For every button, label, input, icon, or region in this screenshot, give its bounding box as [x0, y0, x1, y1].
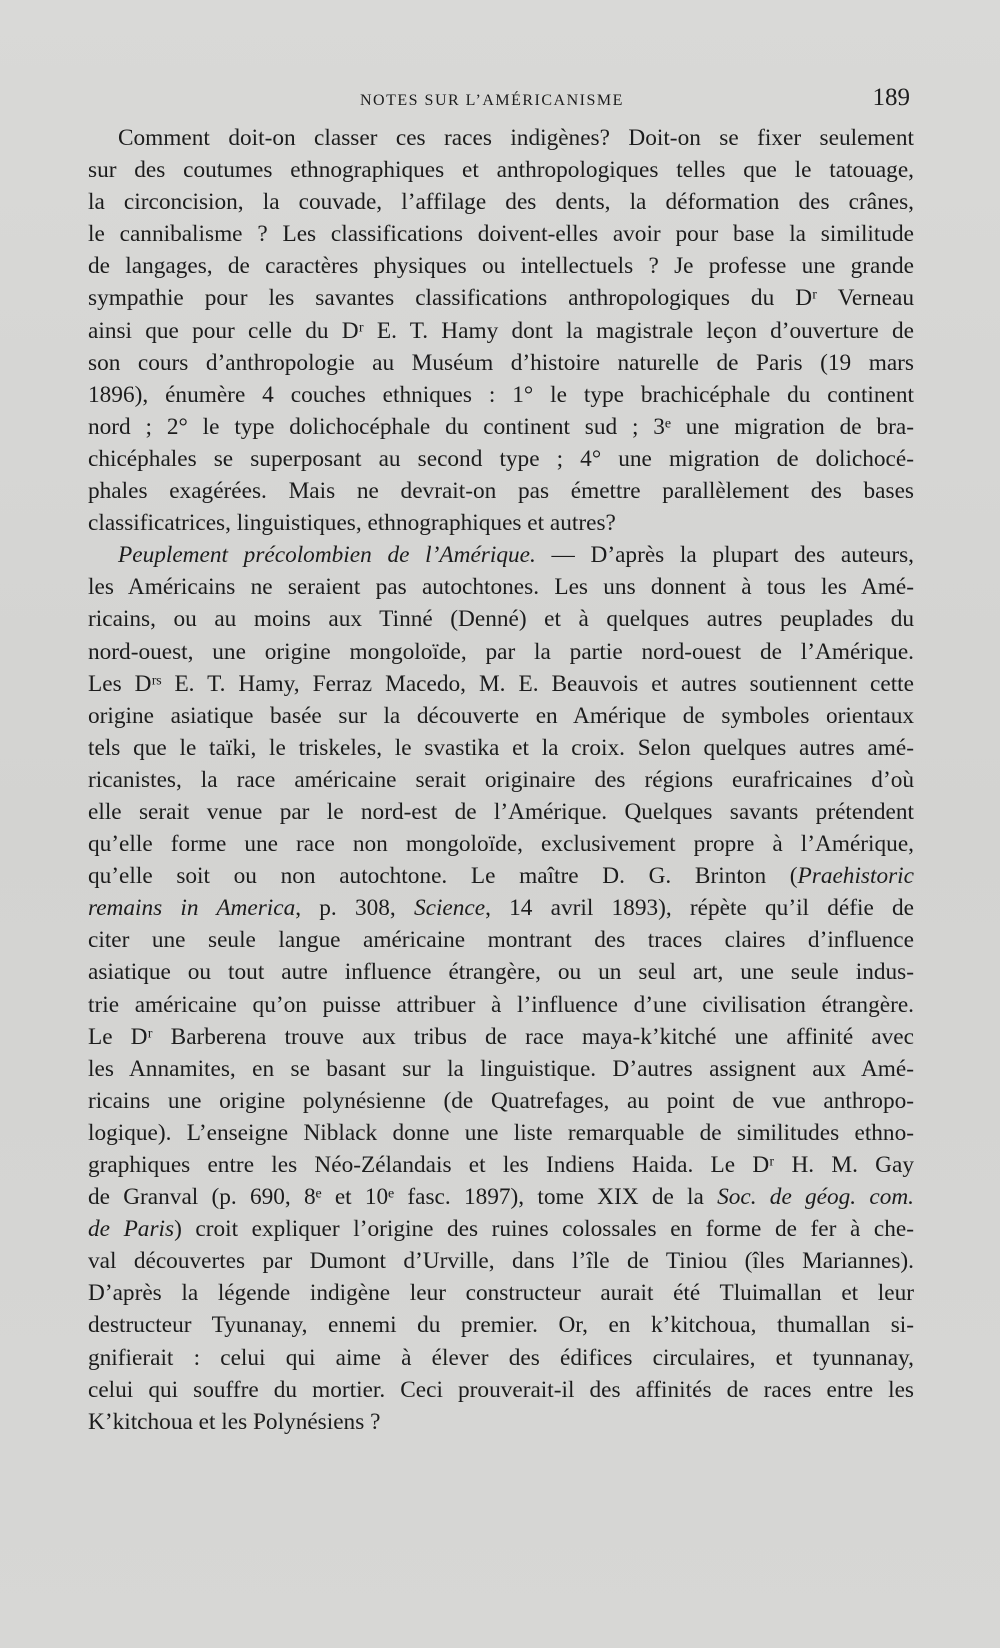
- text-line: nord ; 2° le type dolichocéphale du continent sud ; 3ᵉ une migration de bra-: [88, 413, 914, 440]
- text-line: le cannibalisme ? Les classifications doivent-elles avoir pour base la similitude: [88, 221, 914, 248]
- text-line: ainsi que pour celle du Dʳ E. T. Hamy dont la magistrale leçon d’ouverture de: [88, 317, 914, 344]
- text-line: sur des coutumes ethnographiques et anthropologiques telles que le tatouage,: [88, 157, 914, 184]
- page-header: [90, 84, 910, 124]
- text-line: Comment doit-on classer ces races indigènes? Doit-on se fixer seulement: [118, 125, 914, 151]
- body-text: [88, 122, 914, 1438]
- text-line: classificatrices, linguistiques, ethnographiques et autres?: [88, 510, 616, 537]
- text-line: remains in America, p. 308, Science, 14 avril 1893), répète qu’il défie de: [88, 895, 914, 922]
- text-line: tels que le taïki, le triskeles, le svastika et la croix. Selon quelques autres amé-: [88, 734, 914, 761]
- text-line: phales exagérées. Mais ne devrait-on pas émettre parallèlement des bases: [88, 478, 914, 505]
- text-line: K’kitchoua et les Polynésiens ?: [88, 1408, 381, 1435]
- text-line: Les Dʳˢ E. T. Hamy, Ferraz Macedo, M. E. Beauvois et autres soutiennent cette: [88, 670, 914, 697]
- text-line: D’après la légende indigène leur constructeur aurait été Tluimallan et leur: [88, 1280, 914, 1307]
- running-title: NOTES SUR L’AMÉRICANISME: [360, 92, 624, 109]
- text-line: logique). L’enseigne Niblack donne une liste remarquable de similitudes ethno-: [88, 1119, 914, 1146]
- text-line: trie américaine qu’on puisse attribuer à l’influence d’une civilisation étrangère.: [88, 991, 914, 1018]
- paragraph-2: [88, 539, 914, 1438]
- text-line: asiatique ou tout autre influence étrangère, ou un seul art, une seule indus-: [88, 959, 914, 986]
- text-line: son cours d’anthropologie au Muséum d’histoire naturelle de Paris (19 mars: [88, 349, 914, 376]
- text-line: qu’elle soit ou non autochtone. Le maître D. G. Brinton (Praehistoric: [88, 863, 914, 890]
- text-line: celui qui souffre du mortier. Ceci prouverait-il des affinités de races entre les: [88, 1376, 914, 1403]
- text-line: Le Dʳ Barberena trouve aux tribus de race maya-k’kitché une affinité avec: [88, 1023, 914, 1050]
- text-line: 1896), énumère 4 couches ethniques : 1° le type brachicéphale du continent: [88, 381, 914, 408]
- text-line: origine asiatique basée sur la découverte en Amérique de symboles orientaux: [88, 702, 914, 729]
- text-line: nord-ouest, une origine mongoloïde, par la partie nord-ouest de l’Amérique.: [88, 638, 914, 665]
- page-number: 189: [872, 84, 910, 111]
- text-line: ricanistes, la race américaine serait originaire des régions eurafricaines d’où: [88, 766, 914, 793]
- text-line: qu’elle forme une race non mongoloïde, exclusivement propre à l’Amérique,: [88, 831, 914, 858]
- text-line: ricains une origine polynésienne (de Quatrefages, au point de vue anthropo-: [88, 1087, 914, 1114]
- text-line: les Américains ne seraient pas autochtones. Les uns donnent à tous les Amé-: [88, 574, 914, 601]
- paragraph-1: [88, 122, 914, 539]
- text-line: de langages, de caractères physiques ou intellectuels ? Je professe une grande: [88, 253, 914, 280]
- text-line: chicéphales se superposant au second type ; 4° une migration de dolichocé-: [88, 445, 914, 472]
- text-line: les Annamites, en se basant sur la linguistique. D’autres assignent aux Amé-: [88, 1055, 914, 1082]
- text-line: graphiques entre les Néo-Zélandais et les Indiens Haida. Le Dʳ H. M. Gay: [88, 1152, 914, 1178]
- text-line: de Granval (p. 690, 8ᵉ et 10ᵉ fasc. 1897), tome XIX de la Soc. de géog. com.: [88, 1184, 914, 1211]
- text-line: citer une seule langue américaine montrant des traces claires d’influence: [88, 927, 914, 954]
- text-line-italic-heading: Peuplement précolombien de l’Amérique. — D’après la plupart des auteurs,: [118, 542, 915, 569]
- text-line: sympathie pour les savantes classifications anthropologiques du Dʳ Verneau: [88, 285, 914, 312]
- text-line: val découvertes par Dumont d’Urville, dans l’île de Tiniou (îles Mariannes).: [88, 1248, 914, 1275]
- text-line: de Paris) croit expliquer l’origine des ruines colossales en forme de fer à che-: [88, 1216, 914, 1243]
- text-line: destructeur Tyunanay, ennemi du premier. Or, en k’kitchoua, thumallan si-: [88, 1312, 914, 1339]
- text-line: elle serait venue par le nord-est de l’Amérique. Quelques savants prétendent: [88, 798, 914, 825]
- text-line: la circoncision, la couvade, l’affilage des dents, la déformation des crânes,: [88, 189, 914, 216]
- text-line: ricains, ou au moins aux Tinné (Denné) et à quelques autres peuplades du: [88, 606, 914, 633]
- text-line: gnifierait : celui qui aime à élever des édifices circulaires, et tyunnanay,: [88, 1344, 914, 1371]
